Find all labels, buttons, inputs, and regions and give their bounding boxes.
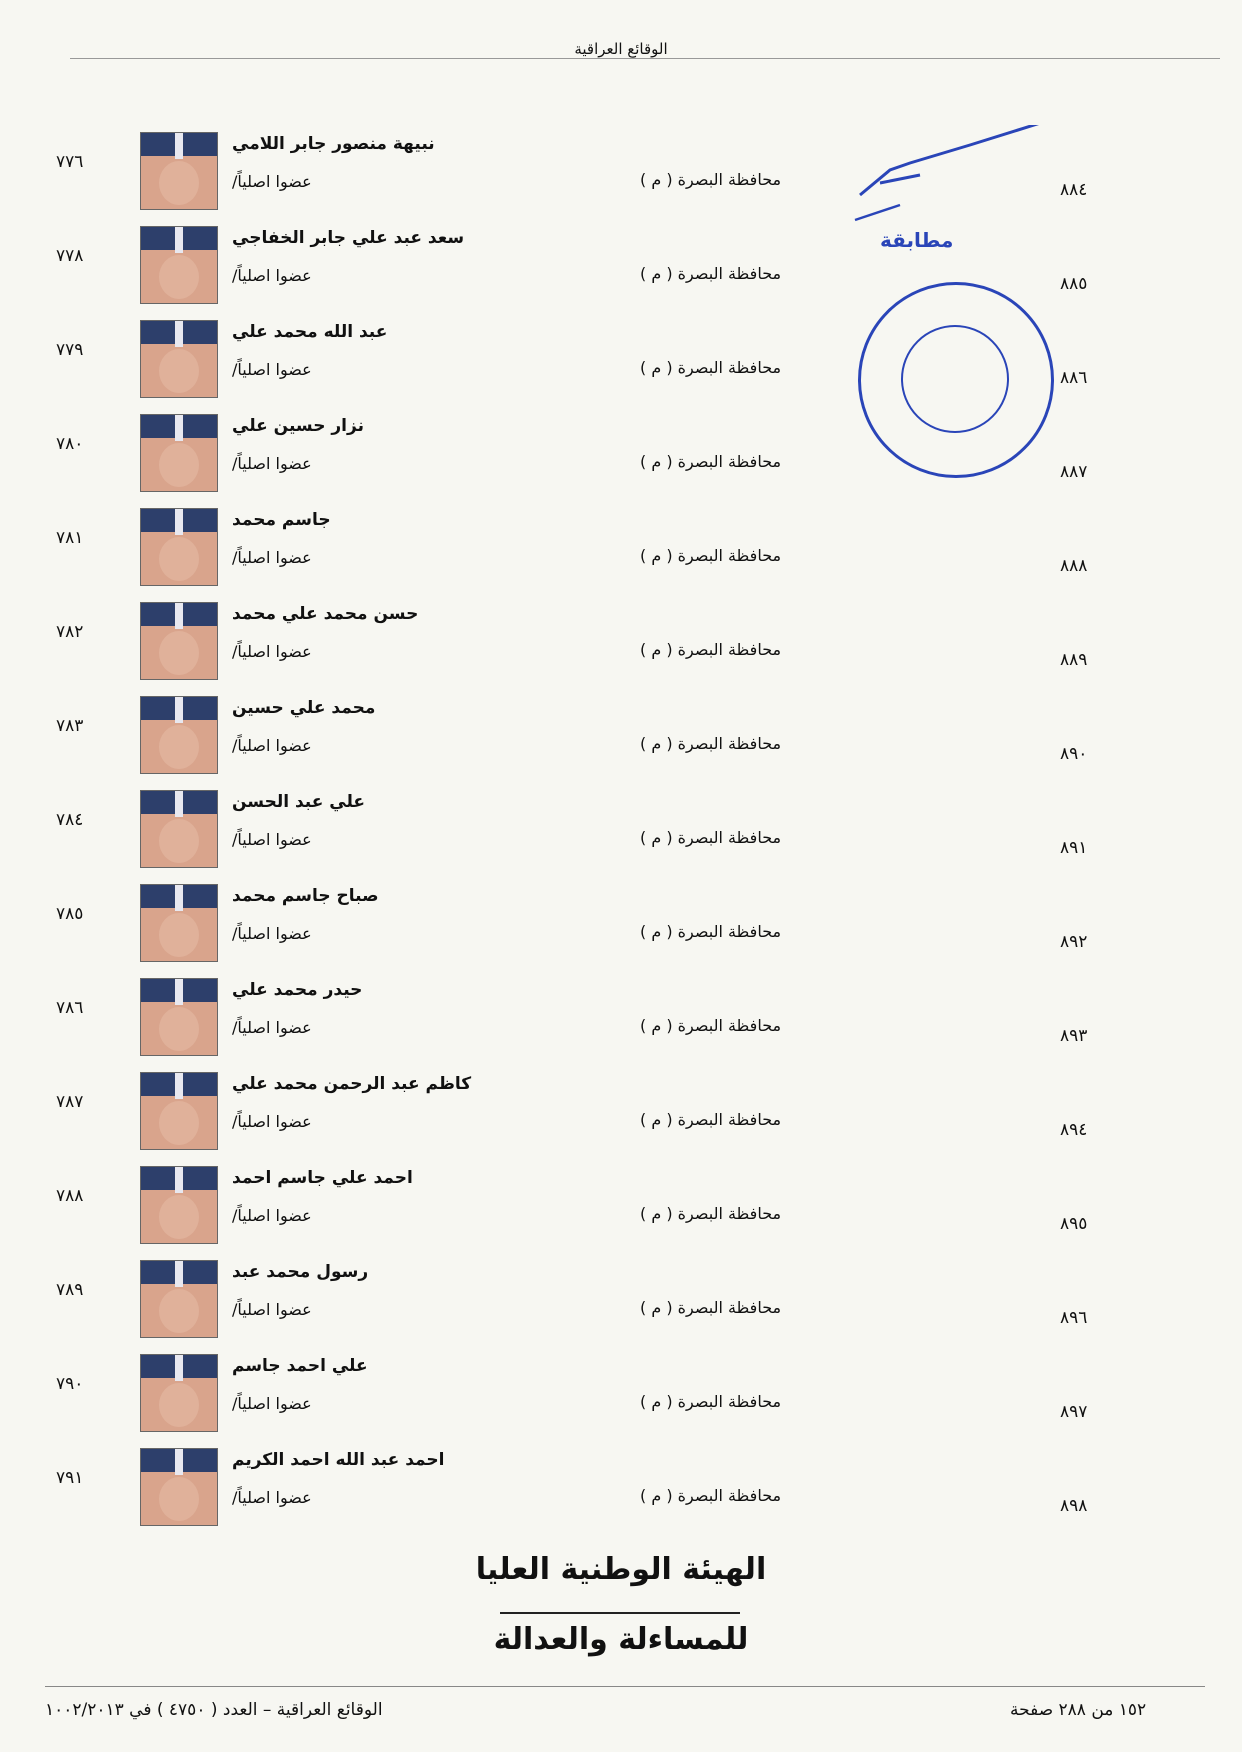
person-photo — [140, 1166, 218, 1244]
list-item — [0, 1354, 1242, 1448]
person-region: ( م ) محافظة البصرة — [640, 1016, 782, 1035]
person-region: ( م ) محافظة البصرة — [640, 170, 782, 189]
footer-subtitle: للمساءلة والعدالة — [493, 1622, 749, 1657]
entry-number-left: ٨٨٨ — [1060, 556, 1088, 576]
list-item — [0, 226, 1242, 320]
entry-number-left: ٨٨٤ — [1060, 180, 1088, 200]
entry-number-left: ٨٩٠ — [1060, 744, 1088, 764]
person-photo — [140, 320, 218, 398]
person-name: جاسم محمد — [232, 510, 331, 530]
person-photo — [140, 414, 218, 492]
list-item — [0, 884, 1242, 978]
entry-number-right: ٧٨٩ — [56, 1280, 84, 1300]
person-name: احمد علي جاسم احمد — [232, 1168, 413, 1188]
list-item — [0, 1072, 1242, 1166]
signature — [850, 125, 1060, 235]
person-role: /عضوا اصلياً — [232, 454, 312, 473]
person-name: حيدر محمد علي — [232, 980, 363, 1000]
entry-number-right: ٧٨٠ — [56, 434, 84, 454]
person-photo — [140, 696, 218, 774]
person-region: ( م ) محافظة البصرة — [640, 1110, 782, 1129]
person-role: /عضوا اصلياً — [232, 1488, 312, 1507]
footer-title: الهيئة الوطنية العليا — [475, 1552, 767, 1587]
person-region: ( م ) محافظة البصرة — [640, 1298, 782, 1317]
stamp-emblem — [901, 325, 1009, 433]
entry-number-right: ٧٨٤ — [56, 810, 84, 830]
person-photo — [140, 1260, 218, 1338]
bottom-left-text: الوقائع العراقية – العدد ( ٤٧٥٠ ) في ١٠٠٢/٢٠١٣ — [45, 1700, 383, 1720]
list-item — [0, 1448, 1242, 1542]
person-region: ( م ) محافظة البصرة — [640, 264, 782, 283]
person-region: ( م ) محافظة البصرة — [640, 452, 782, 471]
person-name: محمد علي حسين — [232, 698, 376, 718]
person-name: عبد الله محمد علي — [232, 322, 388, 342]
person-name: كاظم عبد الرحمن محمد علي — [232, 1074, 472, 1094]
entry-number-left: ٨٨٥ — [1060, 274, 1088, 294]
person-region: ( م ) محافظة البصرة — [640, 640, 782, 659]
person-role: /عضوا اصلياً — [232, 924, 312, 943]
list-item — [0, 602, 1242, 696]
person-region: ( م ) محافظة البصرة — [640, 546, 782, 565]
entry-number-right: ٧٧٦ — [56, 152, 84, 172]
list-item — [0, 1166, 1242, 1260]
person-photo — [140, 602, 218, 680]
entry-number-right: ٧٩١ — [56, 1468, 84, 1488]
entry-number-left: ٨٩٨ — [1060, 1496, 1088, 1516]
person-role: /عضوا اصلياً — [232, 548, 312, 567]
person-photo — [140, 1448, 218, 1526]
person-region: ( م ) محافظة البصرة — [640, 1204, 782, 1223]
person-role: /عضوا اصلياً — [232, 266, 312, 285]
entry-number-right: ٧٨٦ — [56, 998, 84, 1018]
page-header: الوقائع العراقية — [574, 40, 668, 58]
entry-number-right: ٧٨٧ — [56, 1092, 84, 1112]
person-photo — [140, 508, 218, 586]
footer-divider — [500, 1612, 740, 1614]
page-number: ١٥٢ من ٢٨٨ صفحة — [1010, 1700, 1147, 1720]
list-item — [0, 320, 1242, 414]
entry-number-left: ٨٨٧ — [1060, 462, 1088, 482]
person-name: احمد عبد الله احمد الكريم — [232, 1450, 445, 1470]
person-region: ( م ) محافظة البصرة — [640, 358, 782, 377]
person-photo — [140, 1354, 218, 1432]
entry-number-left: ٨٩٦ — [1060, 1308, 1088, 1328]
entry-number-right: ٧٧٨ — [56, 246, 84, 266]
entry-number-right: ٧٨٨ — [56, 1186, 84, 1206]
entry-number-left: ٨٨٦ — [1060, 368, 1088, 388]
entry-number-left: ٨٩٣ — [1060, 1026, 1088, 1046]
bottom-divider — [45, 1686, 1205, 1687]
person-photo — [140, 226, 218, 304]
person-role: /عضوا اصلياً — [232, 172, 312, 191]
entry-number-left: ٨٩١ — [1060, 838, 1088, 858]
entry-number-left: ٨٨٩ — [1060, 650, 1088, 670]
header-divider — [70, 58, 1220, 59]
person-name: صباح جاسم محمد — [232, 886, 379, 906]
person-region: ( م ) محافظة البصرة — [640, 922, 782, 941]
entry-number-left: ٨٩٤ — [1060, 1120, 1088, 1140]
person-region: ( م ) محافظة البصرة — [640, 1392, 782, 1411]
person-name: نزار حسين علي — [232, 416, 364, 436]
person-photo — [140, 790, 218, 868]
person-photo — [140, 884, 218, 962]
entry-number-right: ٧٨٢ — [56, 622, 84, 642]
entry-number-left: ٨٩٧ — [1060, 1402, 1088, 1422]
person-region: ( م ) محافظة البصرة — [640, 1486, 782, 1505]
entry-number-right: ٧٧٩ — [56, 340, 84, 360]
entry-number-left: ٨٩٥ — [1060, 1214, 1088, 1234]
list-item — [0, 508, 1242, 602]
person-name: حسن محمد علي محمد — [232, 604, 419, 624]
person-name: علي احمد جاسم — [232, 1356, 368, 1376]
entry-number-right: ٧٨١ — [56, 528, 84, 548]
person-photo — [140, 978, 218, 1056]
list-item — [0, 414, 1242, 508]
person-name: علي عبد الحسن — [232, 792, 366, 812]
entry-number-left: ٨٩٢ — [1060, 932, 1088, 952]
person-role: /عضوا اصلياً — [232, 642, 312, 661]
person-role: /عضوا اصلياً — [232, 1018, 312, 1037]
person-name: رسول محمد عبد — [232, 1262, 369, 1282]
list-item — [0, 1260, 1242, 1354]
list-item — [0, 790, 1242, 884]
person-name: نبيهة منصور جابر اللامي — [232, 134, 435, 154]
stamp-label: مطابقة — [880, 228, 954, 252]
entry-number-right: ٧٩٠ — [56, 1374, 84, 1394]
person-role: /عضوا اصلياً — [232, 1206, 312, 1225]
person-role: /عضوا اصلياً — [232, 1112, 312, 1131]
list-item — [0, 978, 1242, 1072]
person-region: ( م ) محافظة البصرة — [640, 828, 782, 847]
list-item — [0, 696, 1242, 790]
entry-number-right: ٧٨٥ — [56, 904, 84, 924]
person-name: سعد عبد علي جابر الخفاجي — [232, 228, 465, 248]
entry-number-right: ٧٨٣ — [56, 716, 84, 736]
official-stamp — [858, 282, 1054, 478]
person-photo — [140, 1072, 218, 1150]
person-region: ( م ) محافظة البصرة — [640, 734, 782, 753]
person-role: /عضوا اصلياً — [232, 736, 312, 755]
person-role: /عضوا اصلياً — [232, 830, 312, 849]
person-photo — [140, 132, 218, 210]
person-role: /عضوا اصلياً — [232, 360, 312, 379]
person-role: /عضوا اصلياً — [232, 1300, 312, 1319]
person-role: /عضوا اصلياً — [232, 1394, 312, 1413]
